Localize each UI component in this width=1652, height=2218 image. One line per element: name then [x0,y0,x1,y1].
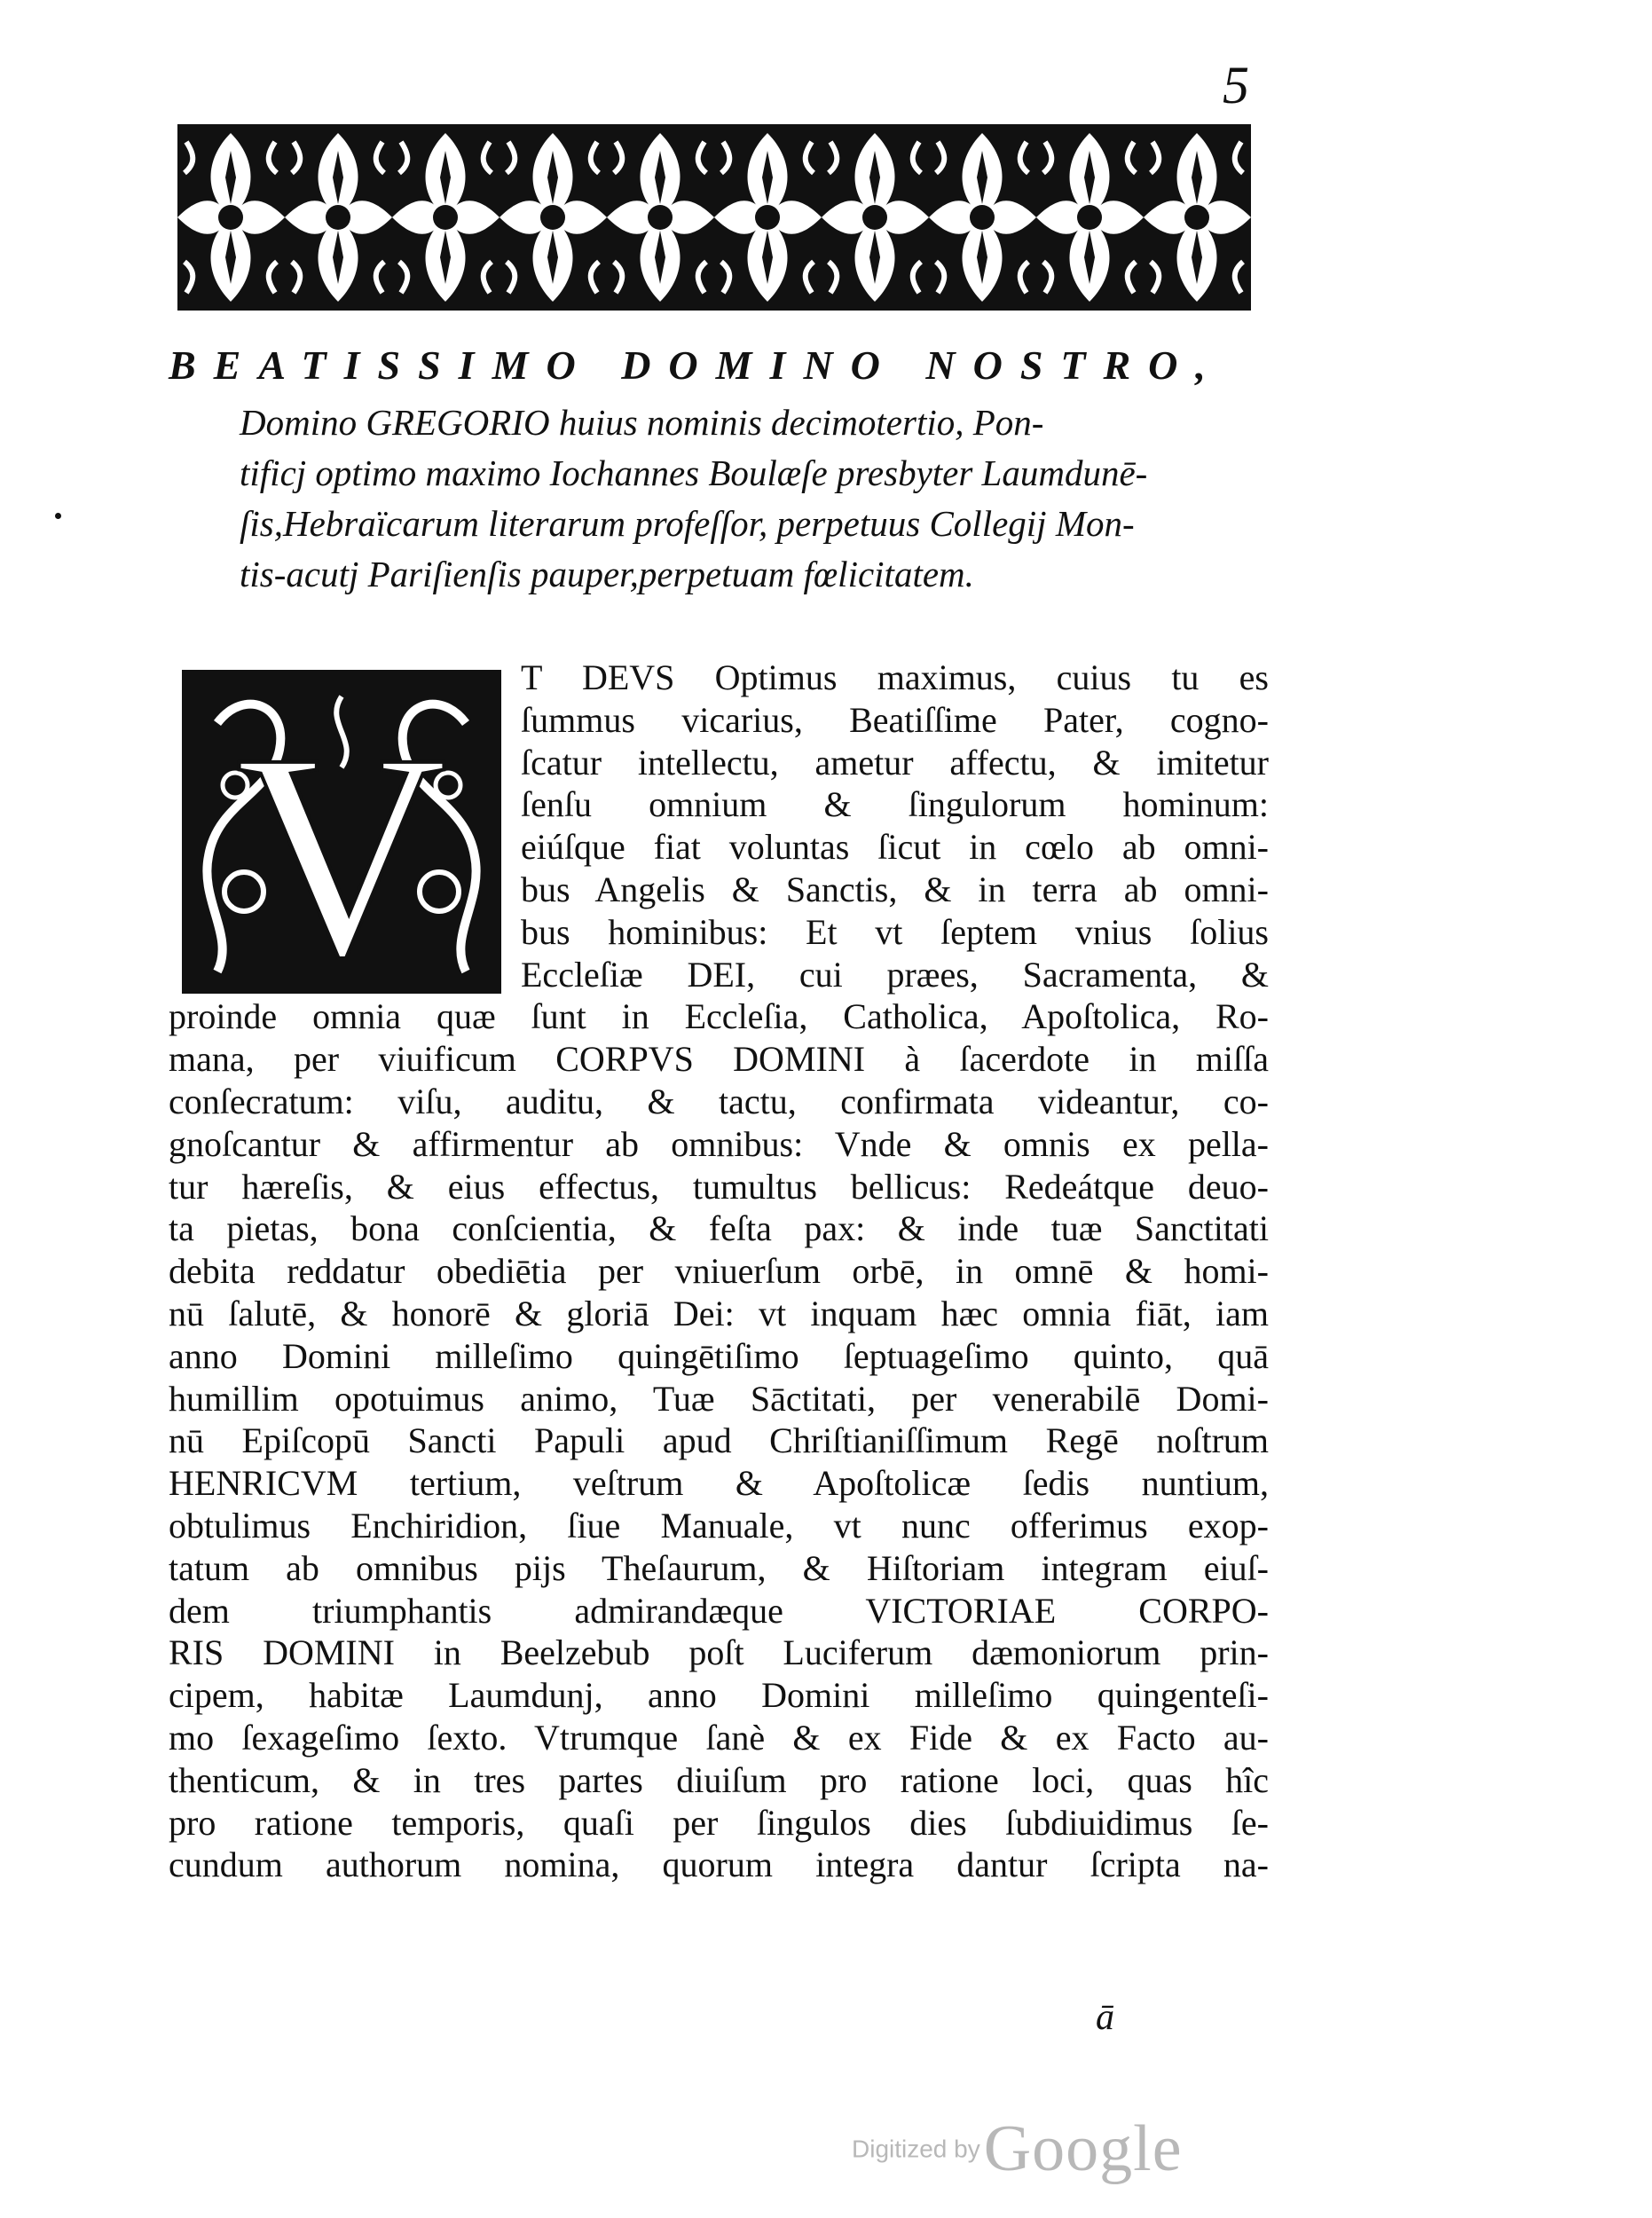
dedication-heading [169,342,1260,600]
body-line: humillim opotuimus animo, Tuæ Sāctitati, per venerabilē Domi- [169,1378,1269,1419]
body-line: dem triumphantis admirandæque VICTORIAE CORPO- [169,1590,1269,1631]
body-line: nū Epiſcopū Sancti Papuli apud Chriſtianiſſimum Regē noſtrum [169,1420,1269,1461]
body-line: ſenſu omnium & ſingulorum hominum: [521,784,1269,825]
heading-line: BEATISSIMO DOMINO NOSTRO, [169,342,1223,388]
heading-line: tificj optimo maximo Iochannes Boulæſe presbyter Laumdunē- [240,452,1148,493]
ink-speck [55,513,61,519]
body-line: bus Angelis & Sanctis, & in terra ab omni- [521,869,1269,909]
body-line: HENRICVM tertium, veſtrum & Apoſtolicæ ſedis nuntium, [169,1463,1269,1504]
body-line: pro ratione temporis, quaſi per ſingulos dies ſubdiuidimus ſe- [169,1802,1269,1843]
google-digitized-credit [852,2112,1183,2187]
body-line: obtulimus Enchiridion, ſiue Manuale, vt nunc offerimus exop- [169,1505,1269,1546]
ornamental-headpiece [177,124,1251,311]
body-line: debita reddatur obediētia per vniuerſum orbē, in omnē & homi- [169,1251,1269,1292]
body-line: T DEVS Optimus maximus, cuius tu es [521,657,1269,697]
body-line: conſecratum: viſu, auditu, & tactu, confirmata videantur, co- [169,1081,1269,1121]
body-line: proinde omnia quæ ſunt in Eccleſia, Catholica, Apoſtolica, Ro- [169,996,1269,1037]
body-line: thenticum, & in tres partes diuiſum pro ratione loci, quas hîc [169,1759,1269,1800]
body-line: cipem, habitæ Laumdunj, anno Domini milleſimo quingenteſi- [169,1675,1269,1716]
body-line: nū ſalutē, & honorē & gloriā Dei: vt inquam hæc omnia fiāt, iam [169,1293,1269,1333]
body-line: anno Domini milleſimo quingētiſimo ſeptuageſimo quinto, quā [169,1335,1269,1376]
google-logo-text: Google [983,2112,1183,2185]
body-line: RIS DOMINI in Beelzebub poſt Luciferum dæmoniorum prin- [169,1632,1269,1673]
body-line: mana, per viuificum CORPVS DOMINI à ſacerdote in miſſa [169,1039,1269,1080]
body-line: tatum ab omnibus pijs Theſaurum, & Hiſtoriam integram eiuſ- [169,1547,1269,1588]
body-line: ſcatur intellectu, ametur affectu, & imitetur [521,742,1269,783]
body-line: ſummus vicarius, Beatiſſime Pater, cogno- [521,699,1269,740]
body-line: gnoſcantur & affirmentur ab omnibus: Vnde & omnis ex pella- [169,1123,1269,1164]
catchword: ā [1096,1997,1114,2038]
body-line: cundum authorum nomina, quorum integra dantur ſcripta na- [169,1844,1269,1885]
heading-line: ſis,Hebraïcarum literarum profeſſor, perpetuus Collegij Mon- [240,503,1135,544]
heading-line: tis-acutj Pariſienſis pauper,perpetuam fœlicitatem. [240,554,974,594]
body-line: ta pietas, bona conſcientia, & feſta pax: & inde tuæ Sanctitati [169,1208,1269,1249]
body-line: mo ſexageſimo ſexto. Vtrumque ſanè & ex Fide & ex Facto au- [169,1717,1269,1758]
body-line: Eccleſiæ DEI, cui præes, Sacramenta, & [521,954,1269,995]
initial-letter: V [235,694,448,994]
body-line: tur hæreſis, & eius effectus, tumultus bellicus: Redeátque deuo- [169,1166,1269,1207]
page-number: 5 [1223,56,1249,114]
heading-line: Domino GREGORIO huius nominis decimotertio, Pon- [240,402,1044,443]
body-line: eiúſque fiat voluntas ſicut in cœlo ab omni- [521,827,1269,868]
digitized-by-label: Digitized by [852,2135,980,2163]
body-text [169,657,1269,1886]
body-line: bus hominibus: Et vt ſeptem vnius ſolius [521,911,1269,952]
